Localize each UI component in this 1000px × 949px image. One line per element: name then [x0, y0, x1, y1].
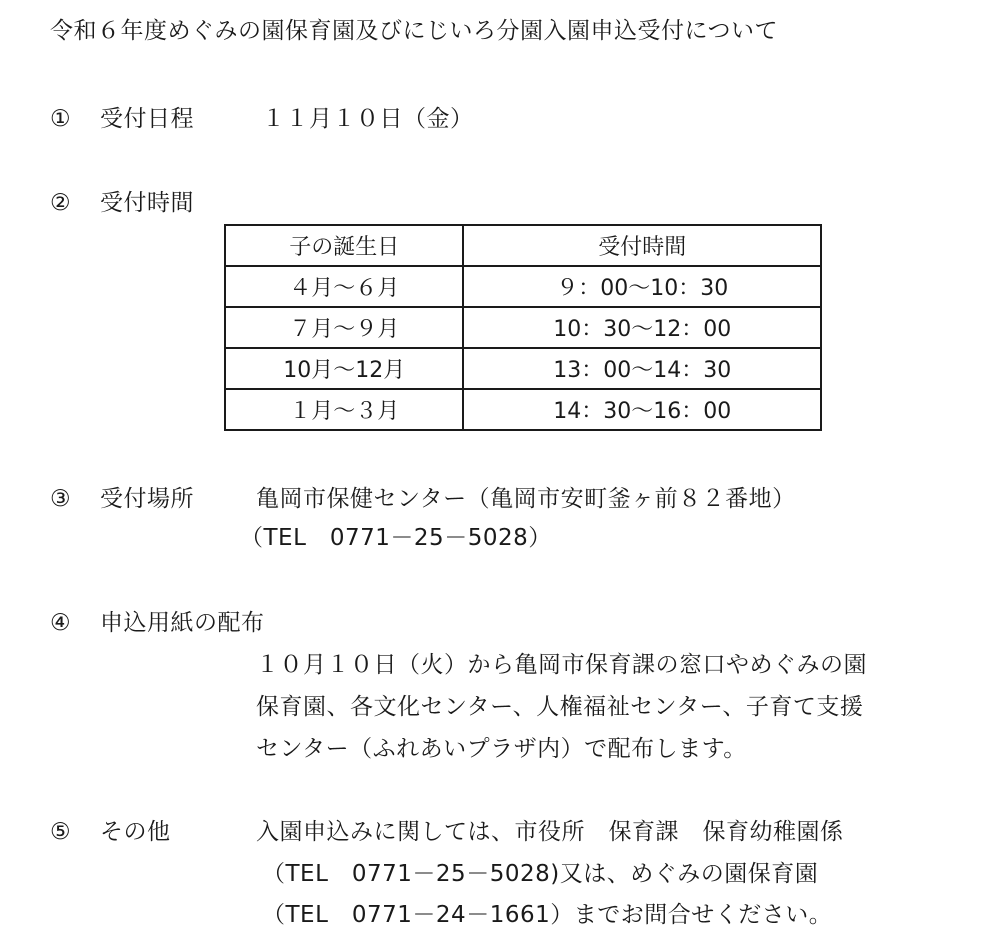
item-4-text-line-2: 保育園、各文化センター、人権福祉センター、子育て支援 — [256, 694, 864, 720]
table-cell-birthday: １月～３月 — [225, 389, 463, 430]
item-4-number: ④ — [50, 610, 71, 636]
item-3-number: ③ — [50, 486, 71, 512]
document-title: 令和６年度めぐみの園保育園及びにじいろ分園入園申込受付について — [50, 18, 779, 44]
table-cell-birthday: ４月～６月 — [225, 266, 463, 307]
table-cell-time: ９：00～10：30 — [463, 266, 821, 307]
table-cell-birthday: 10月～12月 — [225, 348, 463, 389]
item-1-value: １１月１０日（金） — [262, 106, 474, 132]
table-row — [225, 348, 821, 389]
item-3-value: 亀岡市保健センター（亀岡市安町釜ヶ前８２番地） — [256, 486, 796, 512]
table-row — [225, 389, 821, 430]
item-2-label: 受付時間 — [100, 190, 194, 216]
table-cell-birthday: ７月～９月 — [225, 307, 463, 348]
table-cell-time: 14：30～16：00 — [463, 389, 821, 430]
table-row — [225, 307, 821, 348]
item-4-text-line-3: センター（ふれあいプラザ内）で配布します。 — [256, 736, 747, 762]
table-row — [225, 266, 821, 307]
item-5-label: その他 — [100, 819, 171, 845]
item-5-text-line-3: （TEL 0771－24－1661）までお問合せください。 — [262, 902, 833, 928]
table-cell-time: 10：30～12：00 — [463, 307, 821, 348]
item-1-number: ① — [50, 106, 71, 132]
item-4-label: 申込用紙の配布 — [100, 610, 265, 636]
item-4-text-line-1: １０月１０日（火）から亀岡市保育課の窓口やめぐみの園 — [256, 652, 867, 678]
item-5-text-line-2: （TEL 0771－25－5028)又は、めぐみの園保育園 — [262, 861, 819, 887]
table-header-row — [225, 225, 821, 266]
item-3-label: 受付場所 — [100, 486, 194, 512]
schedule-table — [224, 224, 822, 431]
item-2-number: ② — [50, 190, 71, 216]
item-1-label: 受付日程 — [100, 106, 194, 132]
table-cell-time: 13：00～14：30 — [463, 348, 821, 389]
item-5-text-line-1: 入園申込みに関しては、市役所 保育課 保育幼稚園係 — [256, 819, 844, 845]
table-header-birthday: 子の誕生日 — [225, 225, 463, 266]
item-5-number: ⑤ — [50, 819, 71, 845]
table-header-time: 受付時間 — [463, 225, 821, 266]
item-3-phone: （TEL 0771－25－5028） — [240, 525, 552, 551]
